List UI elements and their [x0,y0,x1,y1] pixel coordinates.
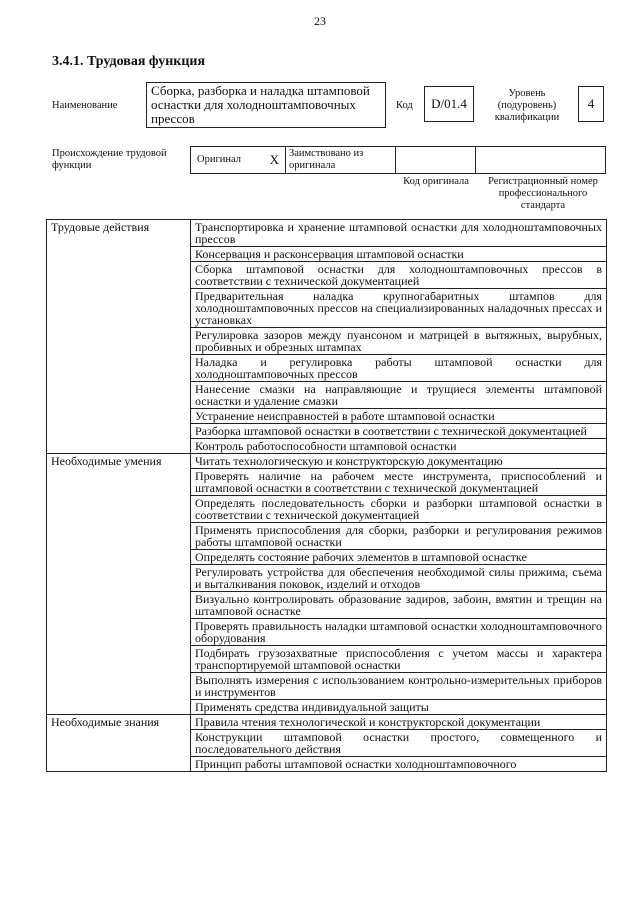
table-item: Подбирать грузозахватные приспособления с учетом массы и характера транспортируемой штамповой оснастки [191,646,607,673]
function-name-box: Сборка, разборка и наладка штамповой оснастки для холодноштамповочных прессов [146,82,386,128]
table-item: Регулировать устройства для обеспечения необходимой силы прижима, съема и выталкивания поковок, изделий и отходов [191,565,607,592]
borrowed-label: Заимствовано из оригинала [286,147,396,173]
table-item: Применять приспособления для сборки, разборки и регулирования режимов работы штамповой оснастки [191,523,607,550]
function-table [46,219,607,772]
code-original-caption: Код оригинала [403,176,469,187]
origin-code-cell [396,147,476,173]
name-label: Наименование [52,100,118,111]
table-item: Определять последовательность сборки и разборки штамповой оснастки в соответствии с технической документацией [191,496,607,523]
category-label: Необходимые знания [47,715,191,772]
table-item: Визуально контролировать образование задиров, забоин, вмятин и трещин на штамповой оснастке [191,592,607,619]
table-item: Контроль работоспособности штамповой оснастки [191,439,607,454]
table-item: Правила чтения технологической и конструкторской документации [191,715,607,730]
category-label: Трудовые действия [47,220,191,454]
table-item: Определять состояние рабочих элементов в штамповой оснастке [191,550,607,565]
origin-row [190,146,606,174]
table-item: Транспортировка и хранение штамповой оснастки для холодноштамповочных прессов [191,220,607,247]
table-item: Выполнять измерения с использованием контрольно-измерительных приборов и инструментов [191,673,607,700]
table-item: Применять средства индивидуальной защиты [191,700,607,715]
table-item: Предварительная наладка крупногабаритных штампов для холодноштамповочных прессов на специализированных наладочных прессах и установках [191,289,607,328]
table-item: Проверять правильность наладки штамповой оснастки холодноштамповочного оборудования [191,619,607,646]
category-label: Необходимые умения [47,454,191,715]
page-number: 23 [314,14,326,28]
table-item: Конструкции штамповой оснастки простого, совмещенного и последовательного действия [191,730,607,757]
table-item: Проверять наличие на рабочем месте инструмента, приспособлений и штамповой оснастки в соответствии с технической документацией [191,469,607,496]
original-label: Оригинал [197,154,241,165]
table-row [47,454,607,469]
reg-number-caption: Регистрационный номер профессионального стандарта [488,176,598,211]
original-mark: X [269,152,279,167]
table-item: Разборка штамповой оснастки в соответствии с технической документацией [191,424,607,439]
table-item: Сборка штамповой оснастки для холодноштамповочных прессов в соответствии с технической документацией [191,262,607,289]
table-item: Принцип работы штамповой оснастки холодноштамповочного [191,757,607,772]
level-value-box: 4 [578,86,604,122]
table-row [47,715,607,730]
table-row [47,220,607,247]
table-item: Регулировка зазоров между пуансоном и матрицей в вытяжных, вырубных, пробивных и обрезных штампах [191,328,607,355]
code-value-box: D/01.4 [424,86,474,122]
code-label: Код [396,100,413,111]
table-item: Консервация и расконсервация штамповой оснастки [191,247,607,262]
origin-original-cell [191,147,286,173]
origin-label: Происхождение трудовой функции [52,148,167,171]
table-item: Нанесение смазки на направляющие и трущиеся элементы штамповой оснастки и удаление смазки [191,382,607,409]
section-title: 3.4.1. Трудовая функция [52,54,206,69]
function-table-body [47,220,607,772]
table-item: Устранение неисправностей в работе штамповой оснастки [191,409,607,424]
table-item: Наладка и регулировка работы штамповой оснастки для холодноштамповочных прессов [191,355,607,382]
origin-reg-cell [476,147,605,173]
table-item: Читать технологическую и конструкторскую документацию [191,454,607,469]
level-label: Уровень (подуровень) квалификации [494,88,560,123]
